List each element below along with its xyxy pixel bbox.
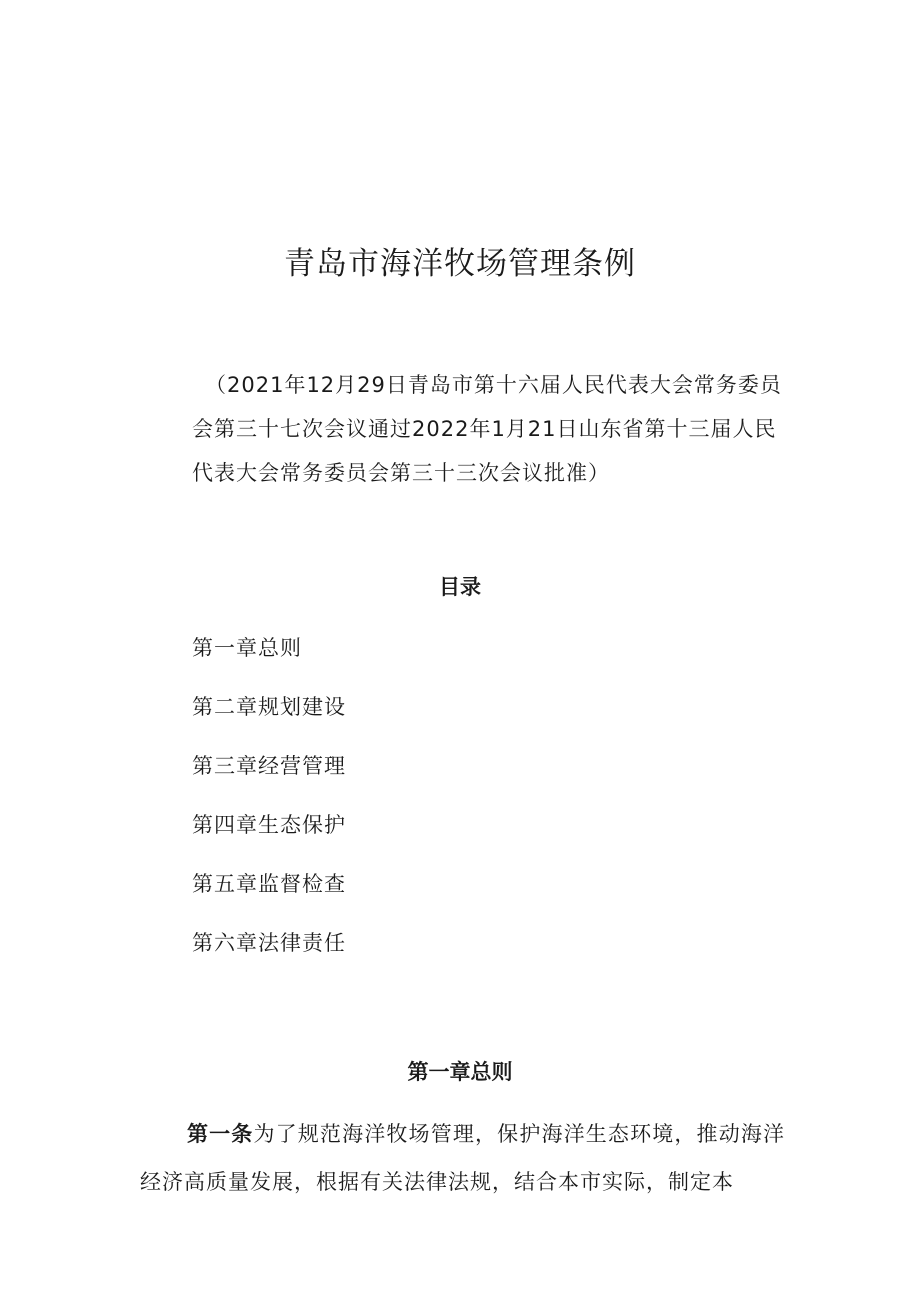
adoption-note: （2021年12月29日青岛市第十六届人民代表大会常务委员会第三十七次会议通过2022年1月21日山东省第十三届人民代表大会常务委员会第三十三次会议批准） (192, 373, 782, 485)
article-1-label: 第一条 (187, 1122, 254, 1146)
toc-item-chapter-5: 第五章监督检查 (192, 872, 346, 896)
toc-item-chapter-6: 第六章法律责任 (192, 931, 346, 955)
chapter-1-heading: 第一章总则 (407, 1060, 513, 1084)
toc-heading: 目录 (439, 575, 481, 599)
document-title: 青岛市海洋牧场管理条例 (284, 246, 636, 282)
article-1 (140, 1110, 785, 1206)
toc-item-chapter-2: 第二章规划建设 (192, 695, 346, 719)
toc-item-chapter-3: 第三章经营管理 (192, 754, 346, 778)
toc-item-chapter-4: 第四章生态保护 (192, 813, 346, 837)
article-1-text: 为了规范海洋牧场管理，保护海洋生态环境，推动海洋经济高质量发展，根据有关法律法规，结合本市实际，制定本 (140, 1122, 786, 1194)
table-of-contents (192, 630, 346, 984)
toc-item-chapter-1: 第一章总则 (192, 636, 302, 660)
